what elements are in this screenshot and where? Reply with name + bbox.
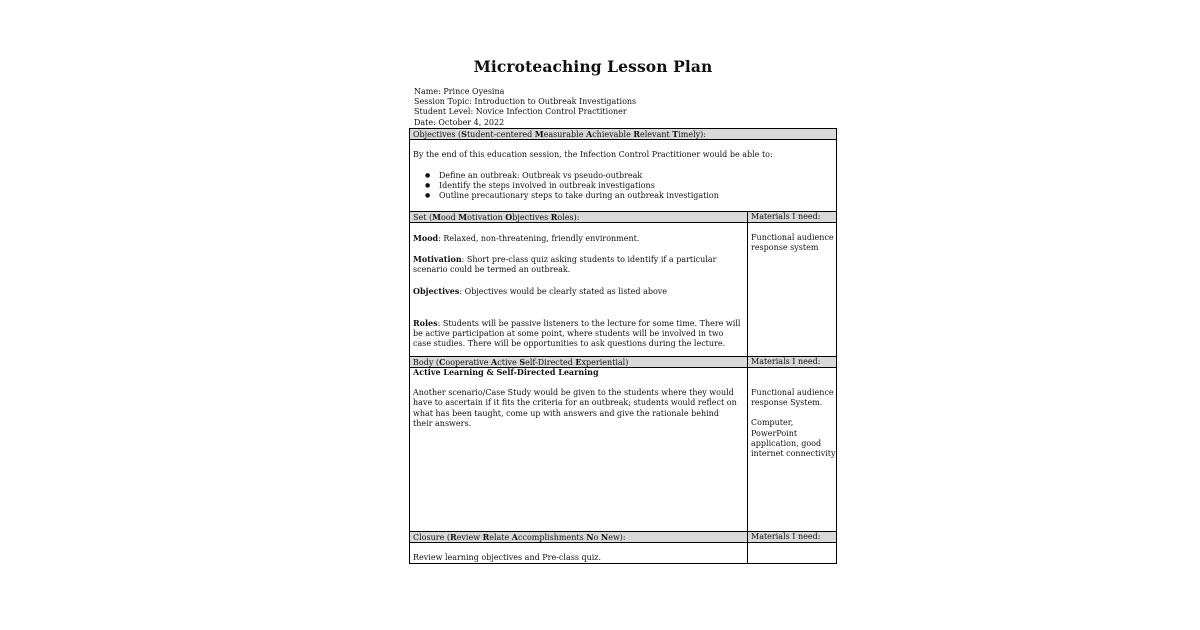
set-roles-line: be active participation at some point, where students will be involved in two [413, 329, 724, 339]
set-mood: Mood: Relaxed, non-threatening, friendly environment. [413, 233, 640, 243]
body-header: Body (Cooperative Active Self-Directed Experiential) [410, 357, 747, 368]
set-materials: Functional audience response system [751, 233, 834, 253]
meta-name: Name: Prince Oyesina [414, 87, 505, 96]
set-objectives: Objectives: Objectives would be clearly stated as listed above [413, 285, 668, 296]
set-content [413, 233, 746, 349]
meta-student-level: Student Level: Novice Infection Control Practitioner [414, 107, 627, 117]
body-materials: Functional audience response System. Computer, PowerPoint application, good internet connectivity [751, 388, 836, 459]
list-item: ● Identify the steps involved in outbreak investigations [410, 181, 719, 191]
closure-materials-header: Materials I need: [748, 532, 837, 542]
body-section [409, 356, 837, 532]
body-subtitle: Active Learning & Self-Directed Learning [413, 367, 599, 377]
closure-text: Review learning objectives and Pre-class quiz. [413, 553, 602, 562]
body-text-line: what has been taught, come up with answers and give the rationale behind [413, 408, 719, 418]
lesson-meta [414, 87, 636, 128]
page-title: Microteaching Lesson Plan [473, 57, 713, 76]
body-content [413, 367, 746, 429]
meta-session-topic: Session Topic: Introduction to Outbreak Investigations [414, 97, 637, 107]
set-roles: Roles: Students will be passive listeners to the lecture for some time. There will [413, 317, 741, 328]
set-section [409, 211, 837, 357]
closure-section [409, 531, 837, 564]
list-item: ● Define an outbreak: Outbreak vs pseudo-outbreak [410, 171, 719, 181]
objectives-header: Objectives (Student-centered Measurable Achievable Relevant Timely): [410, 129, 836, 140]
list-item: ● Outline precautionary steps to take during an outbreak investigation [410, 191, 719, 201]
objectives-list [410, 171, 719, 202]
body-text-line: their answers. [413, 418, 472, 428]
set-materials-header: Materials I need: [748, 212, 837, 222]
objectives-intro: By the end of this education session, the Infection Control Practitioner would be able to: [413, 150, 773, 159]
body-text-line: Another scenario/Case Study would be given to the students where they would [413, 388, 734, 398]
lesson-plan-table [409, 128, 837, 564]
body-text-line: have to ascertain if it fits the criteria for an outbreak; students would reflect on [413, 398, 737, 408]
set-roles-line: case studies. There will be opportunities to ask questions during the lecture. [413, 339, 726, 349]
meta-date: Date: October 4, 2022 [414, 117, 505, 127]
objectives-section [409, 128, 837, 212]
body-materials-header: Materials I need: [748, 357, 837, 367]
set-header: Set (Mood Motivation Objectives Roles): [410, 212, 747, 223]
set-motivation: Motivation: Short pre-class quiz asking students to identify if a particular scenario could be termed an outbreak. [413, 254, 717, 275]
closure-header: Closure (Review Relate Accomplishments No New): [410, 532, 747, 543]
